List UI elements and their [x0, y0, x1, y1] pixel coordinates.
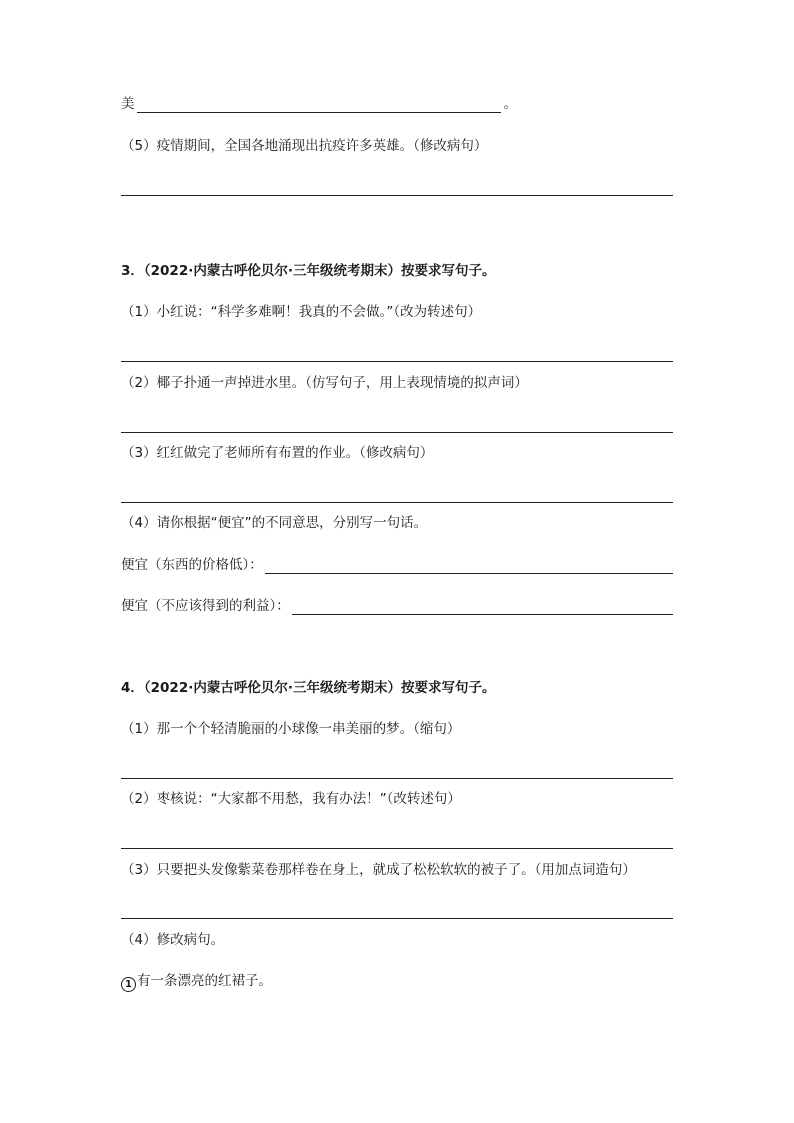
question-4-sub-1 — [121, 972, 272, 992]
question-4-4: （4）修改病句。 — [121, 932, 225, 948]
answer-line[interactable] — [121, 432, 673, 433]
question-4-2: （2）枣核说：“大家都不用愁，我有办法！”（改转述句） — [121, 791, 461, 807]
answer-line[interactable] — [121, 918, 673, 919]
carry-over-prefix: 美 — [121, 96, 135, 112]
answer-blank[interactable] — [292, 600, 673, 615]
question-2-5: （5）疫情期间，全国各地涌现出抗疫许多英雄。（修改病句） — [121, 138, 488, 154]
fill-label: 便宜（不应该得到的利益）： — [121, 598, 290, 614]
fill-row-cheap-price — [121, 556, 673, 574]
answer-blank[interactable] — [137, 98, 501, 113]
carry-over-fill-row — [121, 95, 517, 113]
sub-item-text: 有一条漂亮的红裙子。 — [137, 973, 272, 989]
carry-over-suffix: 。 — [503, 96, 517, 112]
answer-line[interactable] — [121, 778, 673, 779]
fill-label: 便宜（东西的价格低）： — [121, 557, 263, 573]
question-4-1: （1）那一个个轻清脆丽的小球像一串美丽的梦。（缩句） — [121, 721, 461, 737]
answer-line[interactable] — [121, 848, 673, 849]
answer-line[interactable] — [121, 195, 673, 196]
fill-row-undue-benefit — [121, 597, 673, 615]
answer-blank[interactable] — [265, 559, 673, 574]
question-3-1: （1）小红说：“科学多难啊！我真的不会做。”（改为转述句） — [121, 304, 482, 320]
answer-line[interactable] — [121, 361, 673, 362]
question-4-heading: 4．（2022·内蒙古呼伦贝尔·三年级统考期末）按要求写句子。 — [121, 680, 496, 696]
question-3-heading: 3．（2022·内蒙古呼伦贝尔·三年级统考期末）按要求写句子。 — [121, 263, 496, 279]
question-3-3: （3）红红做完了老师所有布置的作业。（修改病句） — [121, 445, 434, 461]
answer-line[interactable] — [121, 502, 673, 503]
question-4-3: （3）只要把头发像紫菜卷那样卷在身上，就成了松松软软的被子了。（用加点词造句） — [121, 862, 636, 878]
circled-number-1: 1 — [121, 977, 136, 992]
question-3-2: （2）椰子扑通一声掉进水里。（仿写句子，用上表现情境的拟声词） — [121, 375, 528, 391]
question-3-4: （4）请你根据“便宜”的不同意思，分别写一句话。 — [121, 515, 428, 531]
